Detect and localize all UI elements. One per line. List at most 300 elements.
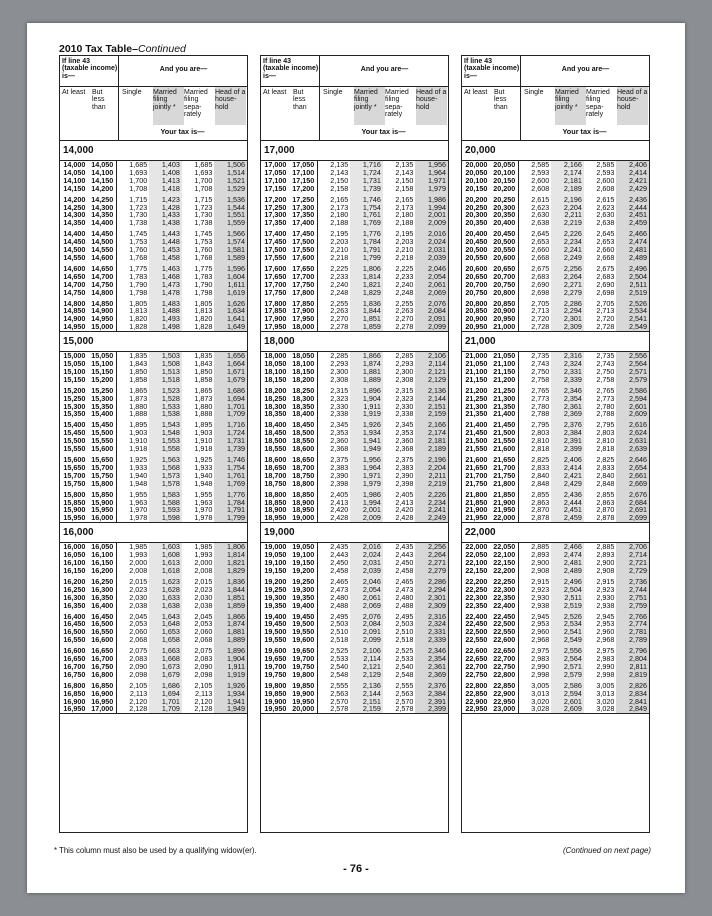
household-tax-cell: 2,256 xyxy=(415,543,448,551)
household-tax-cell: 1,544 xyxy=(214,204,247,212)
table-row xyxy=(60,551,247,559)
separate-tax-cell: 2,840 xyxy=(596,470,615,480)
table-row xyxy=(462,196,649,204)
single-tax-cell: 1,835 xyxy=(129,351,148,361)
but-less-cell: 22,250 xyxy=(489,578,518,586)
single-tax-cell: 2,323 xyxy=(330,393,349,403)
single-tax-cell: 2,728 xyxy=(531,322,550,332)
joint-tax-cell: 1,538 xyxy=(149,410,182,418)
but-less-cell: 18,500 xyxy=(288,429,317,437)
joint-tax-cell: 1,724 xyxy=(350,169,383,177)
joint-tax-cell: 2,414 xyxy=(551,464,584,472)
joint-tax-cell: 1,964 xyxy=(350,464,383,472)
income-block xyxy=(462,332,649,523)
household-tax-cell: 2,691 xyxy=(616,506,649,514)
household-tax-cell: 2,189 xyxy=(415,445,448,453)
table-row xyxy=(261,185,448,193)
but-less-cell: 19,750 xyxy=(288,663,317,671)
at-least-label: At least xyxy=(62,89,86,96)
but-less-cell: 22,200 xyxy=(489,567,518,575)
table-row xyxy=(261,211,448,219)
joint-tax-cell: 2,331 xyxy=(551,368,584,376)
single-tax-cell: 2,698 xyxy=(531,287,550,297)
but-less-cell: 17,700 xyxy=(288,273,317,281)
single-tax-cell: 2,203 xyxy=(330,237,349,247)
separate-tax-cell: 2,330 xyxy=(395,401,414,411)
table-row xyxy=(261,445,448,453)
household-tax-cell: 1,814 xyxy=(214,551,247,559)
column-header xyxy=(261,56,448,141)
at-least-cell: 18,350 xyxy=(264,409,287,419)
separate-tax-cell: 2,098 xyxy=(194,669,213,679)
at-least-cell: 14,750 xyxy=(63,287,86,297)
joint-tax-cell: 2,001 xyxy=(350,506,383,514)
but-less-cell: 18,100 xyxy=(288,360,317,368)
at-least-cell: 18,800 xyxy=(264,489,287,499)
joint-tax-cell: 1,603 xyxy=(149,543,182,551)
separate-tax-cell: 2,893 xyxy=(596,550,615,560)
household-tax-cell: 2,429 xyxy=(616,185,649,193)
separate-tax-cell: 1,708 xyxy=(194,183,213,193)
separate-tax-cell: 2,225 xyxy=(395,263,414,273)
joint-tax-cell: 1,866 xyxy=(350,352,383,360)
at-least-cell: 19,750 xyxy=(264,669,287,679)
single-tax-cell: 1,768 xyxy=(129,252,148,262)
joint-tax-cell: 2,421 xyxy=(551,472,584,480)
separate-tax-cell: 2,360 xyxy=(395,436,414,446)
table-row xyxy=(60,211,247,219)
table-row xyxy=(462,628,649,636)
household-tax-cell: 2,076 xyxy=(415,300,448,308)
table-row xyxy=(261,613,448,621)
but-less-cell: 22,950 xyxy=(489,698,518,706)
but-less-cell: 17,400 xyxy=(288,219,317,227)
at-least-cell: 17,000 xyxy=(264,160,287,169)
separate-tax-cell: 2,195 xyxy=(395,229,414,239)
but-less-cell: 16,700 xyxy=(87,655,116,663)
but-less-cell: 14,950 xyxy=(87,315,116,323)
single-tax-cell: 2,863 xyxy=(531,497,550,507)
but-less-cell: 20,300 xyxy=(489,204,518,212)
single-tax-cell: 2,120 xyxy=(129,696,148,706)
but-less-cell: 21,850 xyxy=(489,491,518,499)
household-tax-cell: 2,159 xyxy=(415,410,448,418)
joint-tax-cell: 1,881 xyxy=(350,368,383,376)
table-row xyxy=(261,219,448,227)
household-tax-cell: 2,519 xyxy=(616,289,649,297)
single-tax-cell: 2,990 xyxy=(531,661,550,671)
but-less-cell: 22,300 xyxy=(489,586,518,594)
but-less-cell: 16,000 xyxy=(87,514,116,522)
household-tax-cell: 2,736 xyxy=(616,578,649,586)
household-tax-cell: 2,204 xyxy=(415,464,448,472)
household-tax-cell: 2,414 xyxy=(616,169,649,177)
at-least-cell: 19,950 xyxy=(264,704,287,714)
separate-tax-cell: 2,353 xyxy=(395,428,414,438)
at-least-cell: 21,000 xyxy=(465,351,488,361)
separate-tax-cell: 3,005 xyxy=(596,680,615,690)
at-least-cell: 19,500 xyxy=(264,627,287,637)
at-least-cell: 20,500 xyxy=(465,245,488,255)
separate-tax-cell: 2,690 xyxy=(596,279,615,289)
household-tax-cell: 1,979 xyxy=(415,185,448,193)
but-less-cell: 15,550 xyxy=(87,437,116,445)
single-tax-cell: 2,188 xyxy=(330,218,349,228)
separate-tax-cell: 2,293 xyxy=(395,359,414,369)
household-tax-cell: 1,724 xyxy=(214,429,247,437)
separate-tax-cell: 1,970 xyxy=(194,505,213,515)
separate-tax-cell: 2,585 xyxy=(596,160,615,169)
separate-tax-cell: 2,555 xyxy=(395,680,414,690)
but-less-cell: 14,500 xyxy=(87,238,116,246)
but-less-cell: 15,950 xyxy=(87,506,116,514)
separate-tax-cell: 2,630 xyxy=(596,210,615,220)
household-tax-cell: 2,796 xyxy=(616,647,649,655)
joint-tax-cell: 2,429 xyxy=(551,480,584,488)
household-tax-cell: 2,744 xyxy=(616,586,649,594)
but-less-cell: 15,900 xyxy=(87,499,116,507)
single-tax-cell: 2,413 xyxy=(330,497,349,507)
table-row xyxy=(462,273,649,281)
table-row xyxy=(60,647,247,655)
household-tax-cell: 2,151 xyxy=(415,403,448,411)
joint-tax-cell: 2,129 xyxy=(350,671,383,679)
table-row xyxy=(60,464,247,472)
but-less-cell: 21,100 xyxy=(489,360,518,368)
but-less-cell: 15,300 xyxy=(87,395,116,403)
household-tax-cell: 2,316 xyxy=(415,613,448,621)
table-row xyxy=(462,429,649,437)
but-less-cell: 17,300 xyxy=(288,204,317,212)
table-row xyxy=(60,360,247,368)
separate-tax-cell: 2,105 xyxy=(194,680,213,690)
separate-tax-cell: 1,933 xyxy=(194,462,213,472)
at-least-cell: 16,200 xyxy=(63,576,86,586)
single-tax-cell: 2,773 xyxy=(531,393,550,403)
but-less-cell: 19,150 xyxy=(288,559,317,567)
at-least-cell: 21,450 xyxy=(465,428,488,438)
but-less-cell: 19,700 xyxy=(288,655,317,663)
single-tax-cell: 2,630 xyxy=(531,210,550,220)
joint-tax-cell: 1,836 xyxy=(350,300,383,308)
household-tax-cell: 2,631 xyxy=(616,437,649,445)
single-tax-cell: 2,938 xyxy=(531,600,550,610)
at-least-cell: 22,050 xyxy=(465,550,488,560)
single-tax-cell: 2,015 xyxy=(129,576,148,586)
at-least-cell: 16,500 xyxy=(63,627,86,637)
table-row xyxy=(462,506,649,514)
if-line-label: If line 43 (taxable income) is— xyxy=(263,58,319,80)
single-tax-cell: 2,450 xyxy=(330,558,349,568)
at-least-cell: 14,050 xyxy=(63,167,86,177)
separate-tax-cell: 2,488 xyxy=(395,600,414,610)
household-tax-cell: 2,264 xyxy=(415,551,448,559)
household-tax-cell: 1,784 xyxy=(214,499,247,507)
household-tax-cell: 2,624 xyxy=(616,429,649,437)
table-row xyxy=(462,410,649,418)
but-less-cell: 16,400 xyxy=(87,602,116,610)
single-tax-cell: 2,885 xyxy=(531,542,550,552)
joint-tax-cell: 2,474 xyxy=(551,551,584,559)
household-tax-cell: 2,009 xyxy=(415,219,448,227)
at-least-cell: 15,600 xyxy=(63,455,86,464)
single-tax-cell: 2,398 xyxy=(330,478,349,488)
separate-tax-cell: 2,075 xyxy=(194,646,213,656)
but-less-cell: 22,400 xyxy=(489,602,518,610)
table-row xyxy=(462,671,649,679)
single-tax-cell: 1,970 xyxy=(129,505,148,515)
household-tax-cell: 2,601 xyxy=(616,403,649,411)
joint-tax-cell: 1,716 xyxy=(350,161,383,169)
household-tax-cell: 1,761 xyxy=(214,472,247,480)
table-row xyxy=(60,177,247,185)
single-tax-cell: 2,473 xyxy=(330,584,349,594)
at-least-cell: 14,200 xyxy=(63,194,86,204)
but-less-cell: 16,750 xyxy=(87,663,116,671)
single-tax-cell: 2,488 xyxy=(330,600,349,610)
separate-tax-cell: 2,998 xyxy=(596,669,615,679)
at-least-cell: 20,650 xyxy=(465,271,488,281)
table-row xyxy=(261,246,448,254)
single-tax-cell: 2,908 xyxy=(531,565,550,575)
single-tax-cell: 2,593 xyxy=(531,167,550,177)
but-less-cell: 16,100 xyxy=(87,551,116,559)
single-tax-cell: 2,683 xyxy=(531,271,550,281)
joint-tax-cell: 1,709 xyxy=(149,705,182,713)
single-tax-cell: 1,925 xyxy=(129,455,148,464)
page-title: 2010 Tax Table–Continued xyxy=(59,43,186,55)
joint-tax-cell: 1,598 xyxy=(149,514,182,522)
but-less-cell: 22,850 xyxy=(489,682,518,690)
at-least-cell: 17,450 xyxy=(264,237,287,247)
table-row xyxy=(462,567,649,575)
but-less-cell: 20,650 xyxy=(489,265,518,273)
at-least-cell: 22,650 xyxy=(465,654,488,664)
separate-tax-cell: 2,390 xyxy=(395,470,414,480)
single-tax-cell: 2,780 xyxy=(531,401,550,411)
separate-tax-cell: 2,653 xyxy=(596,237,615,247)
separate-tax-cell: 3,028 xyxy=(596,704,615,714)
household-tax-cell: 2,541 xyxy=(616,315,649,323)
single-tax-cell: 1,715 xyxy=(129,194,148,204)
if-line-label: If line 43 (taxable income) is— xyxy=(62,58,118,80)
table-row xyxy=(462,421,649,429)
single-tax-cell: 2,675 xyxy=(531,263,550,273)
separate-tax-cell: 2,953 xyxy=(596,619,615,629)
joint-tax-cell: 2,204 xyxy=(551,204,584,212)
table-row xyxy=(60,499,247,507)
separate-tax-cell: 2,495 xyxy=(395,611,414,621)
single-tax-cell: 1,940 xyxy=(129,470,148,480)
separate-tax-cell: 1,783 xyxy=(194,271,213,281)
but-less-cell: 14,350 xyxy=(87,211,116,219)
filing-status-label: Head of a house-hold xyxy=(617,87,648,125)
household-tax-cell: 1,791 xyxy=(214,506,247,514)
joint-tax-cell: 1,784 xyxy=(350,238,383,246)
but-less-cell: 19,900 xyxy=(288,690,317,698)
single-tax-cell: 2,810 xyxy=(531,436,550,446)
but-less-cell: 19,550 xyxy=(288,628,317,636)
household-tax-cell: 2,226 xyxy=(415,491,448,499)
tax-rows-table xyxy=(261,543,448,713)
separate-tax-cell: 2,060 xyxy=(194,627,213,637)
income-block xyxy=(261,332,448,523)
joint-tax-cell: 1,578 xyxy=(149,480,182,488)
table-row xyxy=(462,219,649,227)
joint-tax-cell: 2,234 xyxy=(551,238,584,246)
at-least-cell: 17,600 xyxy=(264,263,287,273)
household-tax-cell: 2,436 xyxy=(616,196,649,204)
at-least-cell: 14,500 xyxy=(63,245,86,255)
household-tax-cell: 2,669 xyxy=(616,480,649,488)
table-row xyxy=(60,682,247,690)
at-least-cell: 20,800 xyxy=(465,298,488,308)
table-row xyxy=(60,289,247,297)
single-tax-cell: 2,510 xyxy=(330,627,349,637)
table-row xyxy=(60,376,247,384)
but-less-cell: 19,800 xyxy=(288,671,317,679)
household-tax-cell: 1,574 xyxy=(214,238,247,246)
separate-tax-cell: 2,990 xyxy=(596,661,615,671)
joint-tax-cell: 1,558 xyxy=(149,445,182,453)
at-least-cell: 15,950 xyxy=(63,513,86,523)
table-row xyxy=(261,289,448,297)
household-tax-cell: 2,706 xyxy=(616,543,649,551)
joint-tax-cell: 1,971 xyxy=(350,472,383,480)
separate-tax-cell: 2,405 xyxy=(395,489,414,499)
but-less-cell: 17,000 xyxy=(87,705,116,713)
separate-tax-cell: 2,968 xyxy=(596,635,615,645)
at-least-cell: 16,000 xyxy=(63,542,86,552)
single-tax-cell: 3,005 xyxy=(531,680,550,690)
but-less-cell: 22,100 xyxy=(489,551,518,559)
joint-tax-cell: 1,468 xyxy=(149,273,182,281)
but-less-cell: 22,650 xyxy=(489,647,518,655)
but-less-cell: 20,850 xyxy=(489,300,518,308)
single-tax-cell: 2,713 xyxy=(531,306,550,316)
single-tax-cell: 2,998 xyxy=(531,669,550,679)
at-least-cell: 15,250 xyxy=(63,393,86,403)
table-row xyxy=(60,602,247,610)
separate-tax-cell: 2,368 xyxy=(395,444,414,454)
separate-tax-cell: 2,180 xyxy=(395,210,414,220)
table-row xyxy=(462,647,649,655)
table-row xyxy=(261,543,448,551)
table-row xyxy=(60,204,247,212)
at-least-cell: 20,150 xyxy=(465,183,488,193)
but-less-cell: 20,050 xyxy=(489,161,518,169)
table-row xyxy=(261,464,448,472)
single-tax-cell: 2,293 xyxy=(330,359,349,369)
separate-tax-cell: 1,858 xyxy=(194,374,213,384)
single-tax-cell: 1,865 xyxy=(129,385,148,395)
separate-tax-cell: 2,923 xyxy=(596,584,615,594)
joint-tax-cell: 2,271 xyxy=(551,281,584,289)
at-least-cell: 18,950 xyxy=(264,513,287,523)
separate-tax-cell: 2,458 xyxy=(395,565,414,575)
table-row xyxy=(261,273,448,281)
separate-tax-cell: 1,753 xyxy=(194,237,213,247)
joint-tax-cell: 2,369 xyxy=(551,410,584,418)
separate-tax-cell: 1,685 xyxy=(194,160,213,169)
single-tax-cell: 2,803 xyxy=(531,428,550,438)
separate-tax-cell: 2,030 xyxy=(194,592,213,602)
table-row xyxy=(462,161,649,169)
household-tax-cell: 2,121 xyxy=(415,368,448,376)
joint-tax-cell: 1,503 xyxy=(149,352,182,360)
separate-tax-cell: 2,638 xyxy=(596,218,615,228)
household-tax-cell: 2,031 xyxy=(415,246,448,254)
household-tax-cell: 1,896 xyxy=(214,647,247,655)
but-less-cell: 18,650 xyxy=(288,456,317,464)
but-less-cell: 14,250 xyxy=(87,196,116,204)
separate-tax-cell: 1,723 xyxy=(194,202,213,212)
separate-tax-cell: 2,090 xyxy=(194,661,213,671)
but-less-than-label: But less than xyxy=(293,89,307,111)
but-less-cell: 20,500 xyxy=(489,238,518,246)
at-least-cell: 19,650 xyxy=(264,654,287,664)
joint-tax-cell: 1,588 xyxy=(149,499,182,507)
filing-status-label: Married filing jointly * xyxy=(354,87,385,125)
filing-status-label: Single xyxy=(524,89,544,96)
joint-tax-cell: 1,934 xyxy=(350,429,383,437)
separate-tax-cell: 2,795 xyxy=(596,420,615,430)
joint-tax-cell: 2,249 xyxy=(551,254,584,262)
single-tax-cell: 2,555 xyxy=(330,680,349,690)
joint-tax-cell: 1,859 xyxy=(350,323,383,331)
separate-tax-cell: 2,240 xyxy=(395,279,414,289)
separate-tax-cell: 2,818 xyxy=(596,444,615,454)
but-less-cell: 19,950 xyxy=(288,698,317,706)
at-least-cell: 19,050 xyxy=(264,550,287,560)
at-least-cell: 22,300 xyxy=(465,592,488,602)
joint-tax-cell: 1,443 xyxy=(149,230,182,238)
household-tax-cell: 2,586 xyxy=(616,387,649,395)
joint-tax-cell: 1,941 xyxy=(350,437,383,445)
household-tax-cell: 2,729 xyxy=(616,567,649,575)
but-less-cell: 17,950 xyxy=(288,315,317,323)
joint-tax-cell: 1,423 xyxy=(149,196,182,204)
at-least-cell: 21,400 xyxy=(465,420,488,430)
joint-tax-cell: 1,643 xyxy=(149,613,182,621)
separate-tax-cell: 1,918 xyxy=(194,444,213,454)
household-tax-cell: 1,971 xyxy=(415,177,448,185)
but-less-cell: 15,800 xyxy=(87,480,116,488)
table-row xyxy=(261,586,448,594)
joint-tax-cell: 1,648 xyxy=(149,620,182,628)
table-row xyxy=(60,620,247,628)
single-tax-cell: 2,750 xyxy=(531,366,550,376)
separate-tax-cell: 2,300 xyxy=(395,366,414,376)
joint-tax-cell: 2,346 xyxy=(551,387,584,395)
but-less-cell: 18,750 xyxy=(288,472,317,480)
at-least-cell: 19,000 xyxy=(264,542,287,552)
at-least-cell: 17,300 xyxy=(264,210,287,220)
joint-tax-cell: 1,926 xyxy=(350,421,383,429)
joint-tax-cell: 1,433 xyxy=(149,211,182,219)
table-row xyxy=(462,456,649,464)
single-tax-cell: 2,075 xyxy=(129,646,148,656)
joint-tax-cell: 1,821 xyxy=(350,281,383,289)
but-less-cell: 22,750 xyxy=(489,663,518,671)
table-row xyxy=(60,273,247,281)
table-row xyxy=(60,169,247,177)
at-least-cell: 14,550 xyxy=(63,252,86,262)
joint-tax-cell: 2,399 xyxy=(551,445,584,453)
table-row xyxy=(462,315,649,323)
at-least-cell: 22,850 xyxy=(465,688,488,698)
at-least-cell: 20,850 xyxy=(465,306,488,316)
